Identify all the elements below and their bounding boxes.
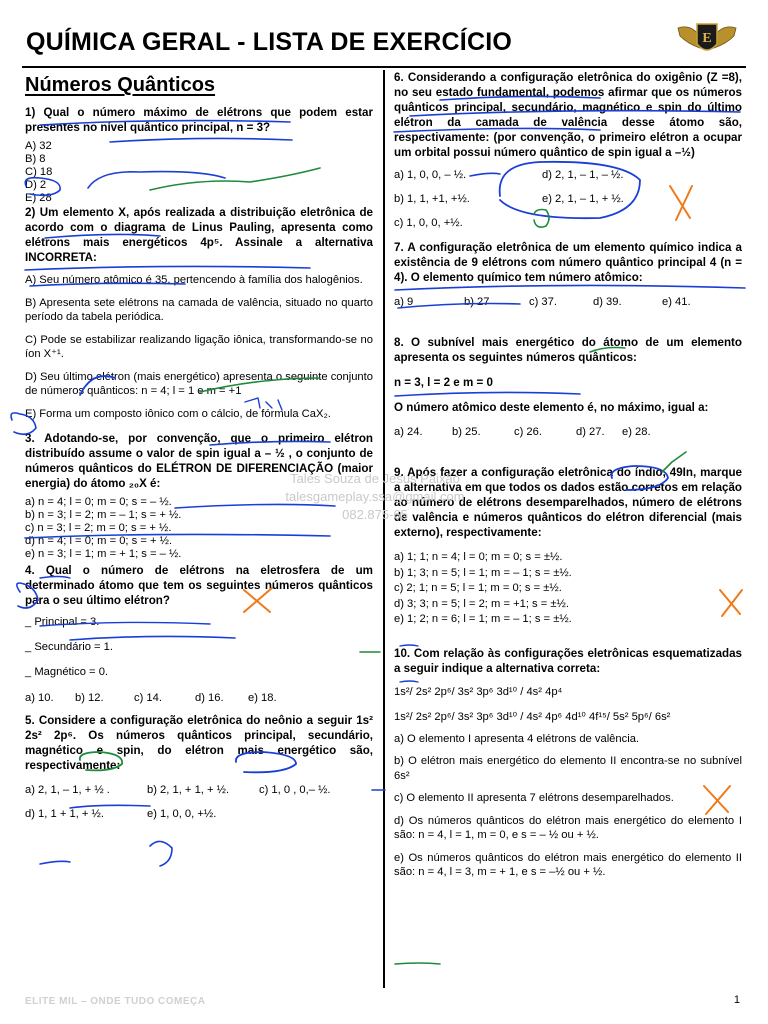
q7-option-d: d) 39. [593,296,622,308]
q10-option-a: a) O elemento I apresenta 4 elétrons de valência. [394,732,640,745]
q7-options-row [394,295,742,309]
q7-option-e: e) 41. [662,296,691,308]
q7-option-c: c) 37. [529,296,557,308]
q4-option-c: c) 14. [134,692,162,704]
q4-line-principal: _ Principal = 3. [25,616,100,628]
question-8: 8. O subnível mais energético do átomo de um elemento apresenta os seguintes números quânticos: [394,336,742,364]
q8-option-b: b) 25. [452,426,481,438]
circle-q5-b [150,841,172,866]
page-header [22,18,746,68]
q6-option-e: e) 2, 1, – 1, + ½. [542,193,624,205]
watermark-email: talesgameplay.ssa@gmail.com [285,489,465,504]
q10-option-e: e) Os números quânticos do elétron mais energético do elemento II são: n = 4, l = 3, m = + 1, e s = –½ ou + ½. [394,851,742,878]
q6-option-a: a) 1, 0, 0, – ½. [394,169,467,181]
q10-config-i: 1s²/ 2s² 2p⁶/ 3s² 3p⁶ 3d¹⁰ / 4s² 4p⁴ [394,685,563,698]
q7-option-a: a) 9 [394,296,414,308]
q1-option-e: E) 28 [25,192,52,204]
column-divider [383,70,385,988]
q1-option-d: D) 2 [25,179,47,191]
q4-option-a: a) 10. [25,692,54,704]
q10-config-ii: 1s²/ 2s² 2p⁶/ 3s² 3p⁶ 3d¹⁰ / 4s² 4p⁶ 4d¹⁰ 4f¹⁵/ 5s² 5p⁶/ 6s² [394,710,671,723]
footer-text: ELITE MIL – ONDE TUDO COMEÇA [25,996,206,1007]
q2-option-b: B) Apresenta sete elétrons na camada de valência, situado no quarto período da tabela periódica. [25,296,373,323]
q5-options-row-1 [25,783,373,797]
q9-option-a: a) 1; 1; n = 4; l = 0; m = 0; s = ±½. [394,551,563,563]
left-column [25,70,373,821]
q5-option-c: c) 1, 0 , 0,– ½. [259,784,331,796]
q2-option-c: C) Pode se estabilizar realizando ligação iônica, transformando-se no íon X⁺¹. [25,333,373,360]
q6-options-row-3 [394,216,742,230]
q1-option-a: A) 32 [25,140,52,152]
watermark [255,470,495,524]
watermark-name: Tales Souza de Jesus Paixão [290,471,460,486]
underline-q10-e [395,963,440,964]
q8-options-row [394,425,742,439]
q8-option-a: a) 24. [394,426,423,438]
question-6: 6. Considerando a configuração eletrônica do oxigênio (Z =8), no seu estado fundamental, podemos afirmar que os números quânticos principal, secundário, magnético e spin do último elétron da camada de valência desse átomo são, respectivamente: (por convenção, o primeiro elétron a ocupar um orbital possui número quântico de spin igual a –½) [394,71,742,159]
q4-line-magnetico: _ Magnético = 0. [25,666,109,678]
question-2: 2) Um elemento X, após realizada a distribuição eletrônica de acordo com o diagrama de Linus Pauling, apresenta como elétrons mais energéticos 4p⁵. Assinale a alternativa INCORRETA: [25,206,373,264]
page-title: QUÍMICA GERAL - LISTA DE EXERCÍCIO [26,28,512,56]
question-4: 4. Qual o número de elétrons na eletrosfera de um determinado átomo que tem os seguintes números quânticos para o seu último elétron? [25,564,373,607]
q5-option-d: d) 1, 1 + 1, + ½. [25,808,104,820]
q3-option-b: b) n = 3; l = 2; m = – 1; s = + ½. [25,509,182,521]
q2-option-e: E) Forma um composto iônico com o cálcio, de fórmula CaX₂. [25,407,331,420]
q4-option-e: e) 18. [248,692,277,704]
underline-q5-a [40,861,70,864]
q10-option-d: d) Os números quânticos do elétron mais energético do elemento I são: n = 4, l = 1, m = 0, e s = – ½ ou + ½. [394,814,742,841]
q8-quantum-numbers: n = 3, l = 2 e m = 0 [394,376,493,389]
q8-option-c: c) 26. [514,426,542,438]
q8-prompt: O número atômico deste elemento é, no máximo, igual a: [394,401,709,414]
q1-option-c: C) 18 [25,166,53,178]
q2-option-a: A) Seu número atômico é 35, pertencendo à família dos halogênios. [25,274,363,286]
q9-option-d: d) 3; 3; n = 5; l = 2; m = +1; s = ±½. [394,597,569,610]
svg-text:E: E [702,31,712,46]
q3-option-c: c) n = 3; l = 2; m = 0; s = + ½. [25,522,172,534]
q7-option-b: b) 27 [464,296,490,308]
q2-option-d: D) Seu último elétron (mais energético) apresenta o seguinte conjunto de números quânticos: n = 4; l = 1 e m = +1 [25,370,373,397]
q5-option-a: a) 2, 1, – 1, + ½ . [25,784,110,796]
page-number: 1 [733,994,740,1006]
q6-options-row-1 [394,168,742,182]
question-10: 10. Com relação às configurações eletrônicas esquematizadas a seguir indique a alternativa correta: [394,646,742,675]
q5-option-e: e) 1, 0, 0, +½. [147,808,217,820]
question-5: 5. Considere a configuração eletrônica do neônio a seguir 1s² 2s² 2p⁶. Os números quânticos principal, secundário, magnético e spin, do elétron mais energético são, respectivamente: [25,714,373,772]
q3-option-a: a) n = 4; l = 0; m = 0; s = – ½. [25,496,172,508]
question-3: 3. Adotando-se, por convenção, que o primeiro elétron distribuído assume o valor de spin igual a – ½ , o conjunto de números quânticos do ELÉTRON DE DIFERENCIAÇÃO (maior energia) do átomo ₂₀X é: [25,432,373,490]
q6-option-b: b) 1, 1, +1, +½. [394,193,470,205]
question-7: 7. A configuração eletrônica de um elemento químico indica a existência de 9 elétrons com número quântico principal 4 (n = 4). O elemento químico tem número atômico: [394,241,742,284]
q6-options-row-2 [394,192,742,206]
q9-option-b: b) 1; 3; n = 5; l = 1; m = – 1; s = ±½. [394,566,572,579]
q10-option-c: c) O elemento II apresenta 7 elétrons desemparelhados. [394,792,674,804]
section-title: Números Quânticos [25,74,216,96]
watermark-id: 082.875-65 [342,507,408,522]
q5-option-b: b) 2, 1, + 1, + ½. [147,784,230,796]
q3-option-e: e) n = 3; l = 1; m = + 1; s = – ½. [25,548,182,560]
q4-line-secundario: _ Secundário = 1. [25,641,114,653]
q9-option-e: e) 1; 2; n = 6; l = 1; m = – 1; s = ±½. [394,613,572,625]
q6-option-d: d) 2, 1, – 1, – ½. [542,169,624,181]
q8-option-d: d) 27. [576,426,605,438]
q5-options-row-2 [25,807,373,821]
q8-option-e: e) 28. [622,426,651,438]
q3-option-d: d) n = 4; l = 0; m = 0; s = + ½. [25,535,173,547]
question-1: 1) Qual o número máximo de elétrons que podem estar presentes no nível quântico principal, n = 3? [25,106,373,134]
q6-option-c: c) 1, 0, 0, +½. [394,217,463,229]
q4-option-d: d) 16. [195,692,224,704]
q4-option-b: b) 12. [75,692,104,704]
question-9: 9. Após fazer a configuração eletrônica do índio, 49In, marque a alternativa em que todos os dados estão corretos em relação ao número de elétrons desemparelhados, número de elétrons de valência e números quânticos do elétron diferencial (mais externo), respectivamente: [394,466,742,539]
q9-option-c: c) 2; 1; n = 5; l = 1; m = 0; s = ±½. [394,582,562,594]
q4-options-row [25,691,373,705]
q1-option-b: B) 8 [25,153,46,165]
q10-option-b: b) O elétron mais energético do elemento II encontra-se no subnível 6s² [394,755,742,782]
winged-shield-logo-icon [676,18,738,62]
